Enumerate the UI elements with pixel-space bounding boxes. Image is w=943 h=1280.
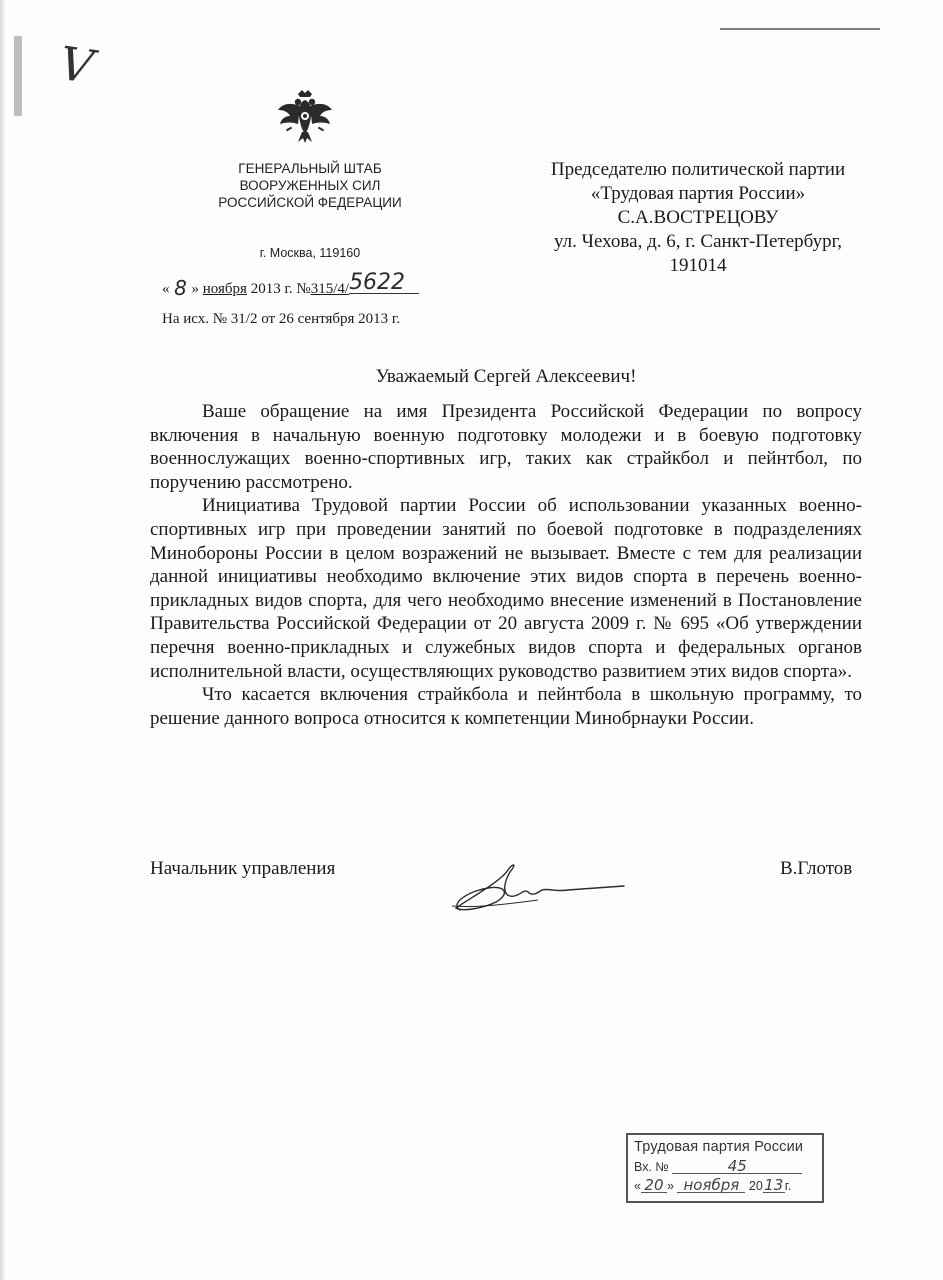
- addressee-line-4: ул. Чехова, д. 6, г. Санкт-Петербург,: [553, 231, 843, 252]
- stamp-close-quote: »: [666, 1179, 674, 1193]
- stamp-number-row: [634, 1159, 816, 1174]
- letter-body: [150, 400, 862, 730]
- signatory-title: Начальник управления: [150, 858, 336, 879]
- stamp-number-label: Вх. №: [634, 1160, 669, 1174]
- greeting: Уважаемый Сергей Алексеевич!: [375, 366, 637, 387]
- body-paragraph-2: Инициатива Трудовой партии России об использовании указанных военно-спортивных игр при проведении занятий по боевой подготовке в подразделениях Минобороны России в целом возражений не вызывает. Вместе с тем для реализации данной инициативы необходимо включение этих видов спорта в перечень военно-прикладных видов спорта, для чего необходимо внесение изменений в Постановление Правительства Российской Федерации от 20 августа 2009 г. № 695 «Об утверждении перечня военно-прикладных и служебных видов спорта и федеральных органов исполнительной власти, осуществляющих руководство развитием этих видов спорта».: [150, 495, 862, 682]
- ref-number-label: №: [296, 281, 311, 297]
- ref-year: 2013 г.: [250, 281, 293, 297]
- addressee-line-1: Председателю политической партии: [550, 159, 846, 180]
- stamp-date-row: [634, 1178, 816, 1193]
- scan-binder-mark: [14, 36, 22, 116]
- addressee-line-5: 191014: [669, 255, 727, 276]
- ref-number-printed: 315/4/: [310, 281, 350, 297]
- outgoing-reference: [162, 270, 419, 300]
- stamp-year-prefix: 20: [748, 1179, 763, 1193]
- ref-month: ноября: [202, 281, 247, 297]
- incoming-registration-stamp: [626, 1133, 824, 1203]
- addressee-block: [508, 158, 888, 278]
- ref-close-quote: »: [191, 281, 199, 297]
- body-paragraph-1: Ваше обращение на имя Президента Российской Федерации по вопросу включения в начальную военную подготовку молодежи и в боевую подготовку военнослужащих военно-спортивных игр, таких как страйкбол и пейнтбол, по поручению рассмотрено.: [150, 401, 862, 493]
- stamp-title: Трудовая партия России: [634, 1139, 804, 1155]
- stamp-number-handwritten: 45: [672, 1159, 802, 1174]
- stamp-day-handwritten: 20: [641, 1178, 667, 1193]
- incoming-reference: На исх. № 31/2 от 26 сентября 2013 г.: [162, 311, 401, 327]
- body-paragraph-3: Что касается включения страйкбола и пейнтбола в школьную программу, то решение данного вопроса относится к компетенции Минобрнауки России.: [150, 684, 862, 729]
- stamp-year-handwritten: 13: [764, 1176, 784, 1194]
- ref-open-quote: «: [162, 281, 170, 297]
- stamp-month-handwritten: ноября: [677, 1178, 745, 1193]
- sender-line-3: РОССИЙСКОЙ ФЕДЕРАЦИИ: [218, 195, 402, 210]
- signatory-name: В.Глотов: [780, 858, 853, 879]
- addressee-line-2: «Трудовая партия России»: [590, 183, 806, 204]
- addressee-line-3: С.А.ВОСТРЕЦОВУ: [617, 207, 779, 228]
- sender-organization: [180, 160, 440, 211]
- sender-line-1: ГЕНЕРАЛЬНЫЙ ШТАБ: [238, 161, 382, 176]
- scan-top-line: [720, 28, 880, 30]
- sender-line-2: ВООРУЖЕННЫХ СИЛ: [239, 178, 381, 193]
- stamp-open-quote: «: [634, 1179, 641, 1193]
- sender-city: г. Москва, 119160: [259, 246, 361, 260]
- ref-number-handwritten: 5622: [349, 273, 419, 294]
- handwritten-corner-mark: V: [56, 35, 97, 95]
- stamp-year-suffix: г.: [784, 1179, 792, 1193]
- scan-edge-shadow: [0, 0, 6, 1280]
- handwritten-signature: [448, 858, 628, 922]
- coat-of-arms-emblem: [276, 88, 334, 144]
- ref-day-handwritten: 8: [174, 276, 187, 300]
